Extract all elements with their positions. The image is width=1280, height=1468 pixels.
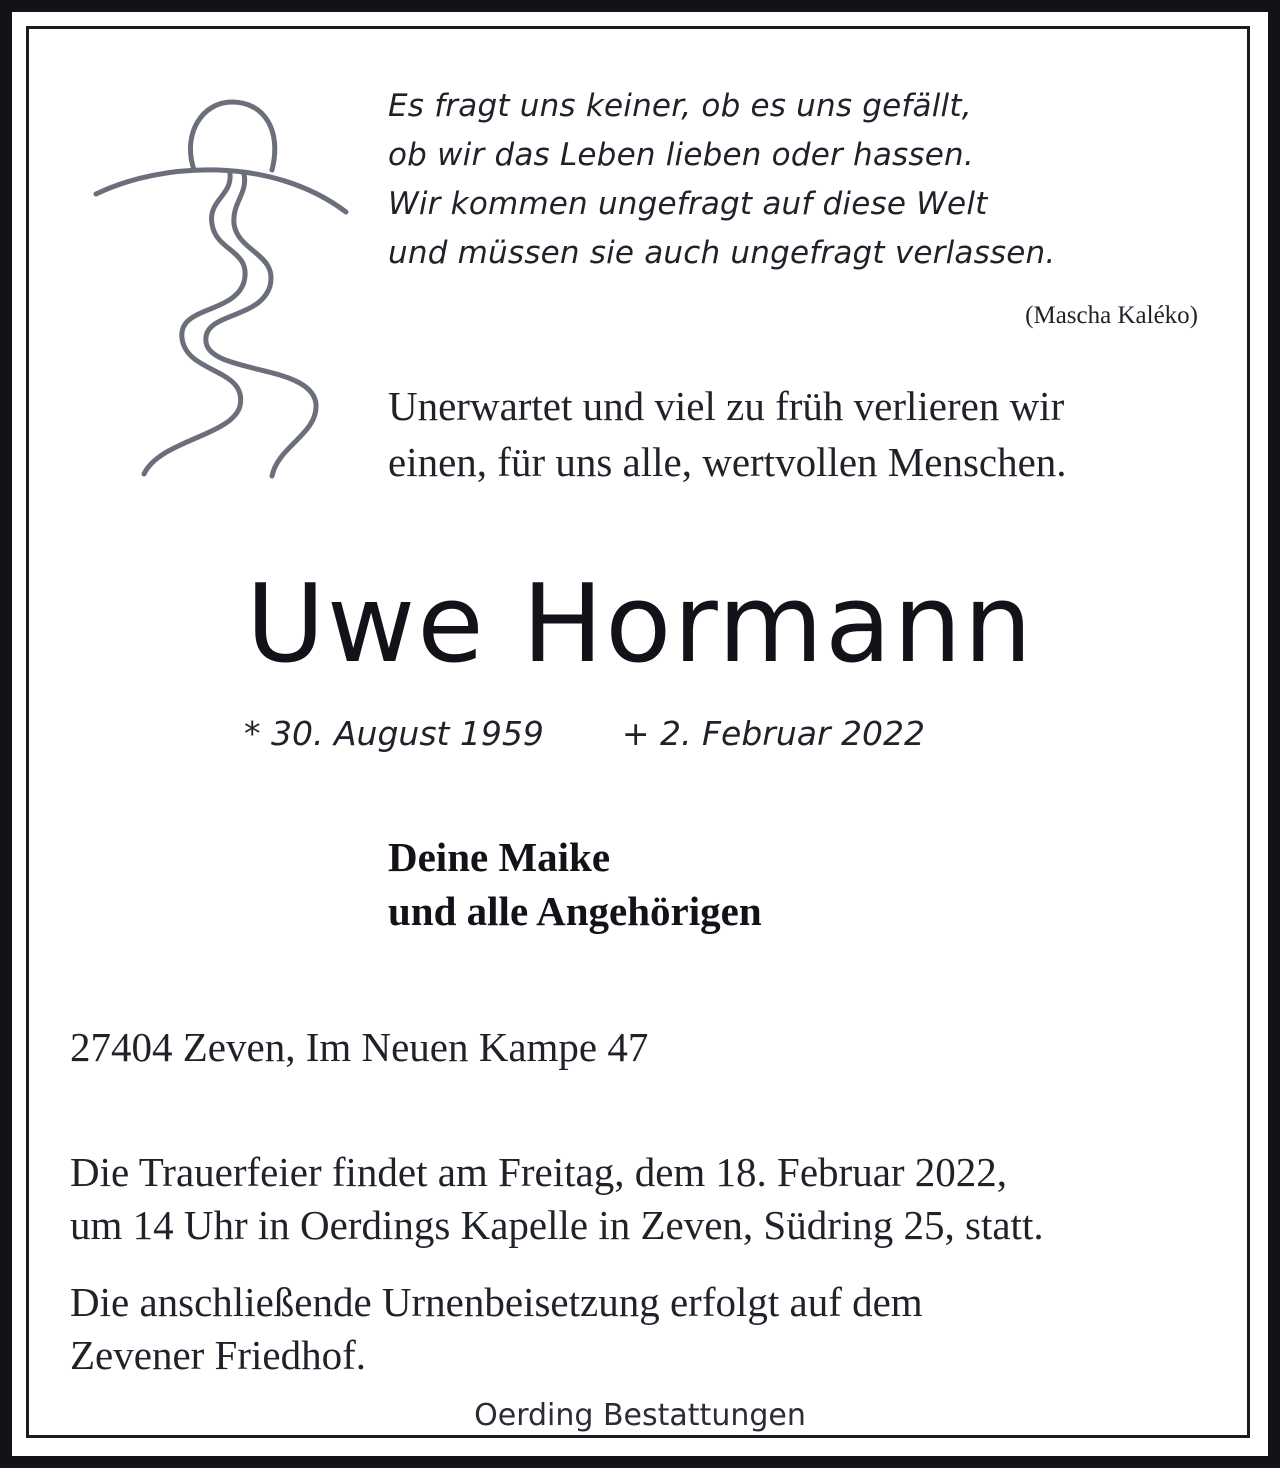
horizon-line xyxy=(96,170,346,212)
family-address: 27404 Zeven, Im Neuen Kampe 47 xyxy=(70,1024,649,1070)
poem-quote xyxy=(388,82,1188,278)
quote-line: Es fragt uns keiner, ob es uns gefällt, xyxy=(388,88,972,124)
life-dates xyxy=(244,714,925,753)
mourner-line: und alle Angehörigen xyxy=(388,888,762,934)
quote-line: und müssen sie auch ungefragt verlassen. xyxy=(388,235,1056,271)
burial-info xyxy=(70,1276,923,1382)
deceased-name: Uwe Hormann xyxy=(245,562,1035,687)
burial-line: Die anschließende Urnenbeisetzung erfolgt auf dem xyxy=(70,1279,923,1325)
quote-line: ob wir das Leben lieben oder hassen. xyxy=(388,137,974,173)
path-right-edge xyxy=(206,174,316,476)
intro-line: einen, für uns alle, wertvollen Menschen. xyxy=(388,439,1067,485)
death-date: + 2. Februar 2022 xyxy=(621,714,926,753)
birth-date: * 30. August 1959 xyxy=(244,714,544,753)
intro-line: Unerwartet und viel zu früh verlieren wir xyxy=(388,383,1065,429)
undertaker-name: Oerding Bestattungen xyxy=(474,1398,806,1433)
quote-line: Wir kommen ungefragt auf diese Welt xyxy=(388,186,988,222)
mourner-line: Deine Maike xyxy=(388,834,611,880)
mourners-signature xyxy=(388,830,762,938)
sun-over-winding-path-icon xyxy=(82,84,352,484)
obituary-card xyxy=(12,12,1268,1456)
quote-author: (Mascha Kaléko) xyxy=(1025,302,1198,329)
funeral-service-info xyxy=(70,1146,1044,1252)
path-left-edge xyxy=(144,174,245,474)
sun-shape xyxy=(190,102,274,170)
intro-text xyxy=(388,378,1218,490)
service-line: Die Trauerfeier findet am Freitag, dem 18. Februar 2022, xyxy=(70,1149,1008,1195)
burial-line: Zevener Friedhof. xyxy=(70,1332,366,1378)
service-line: um 14 Uhr in Oerdings Kapelle in Zeven, Südring 25, statt. xyxy=(70,1202,1044,1248)
